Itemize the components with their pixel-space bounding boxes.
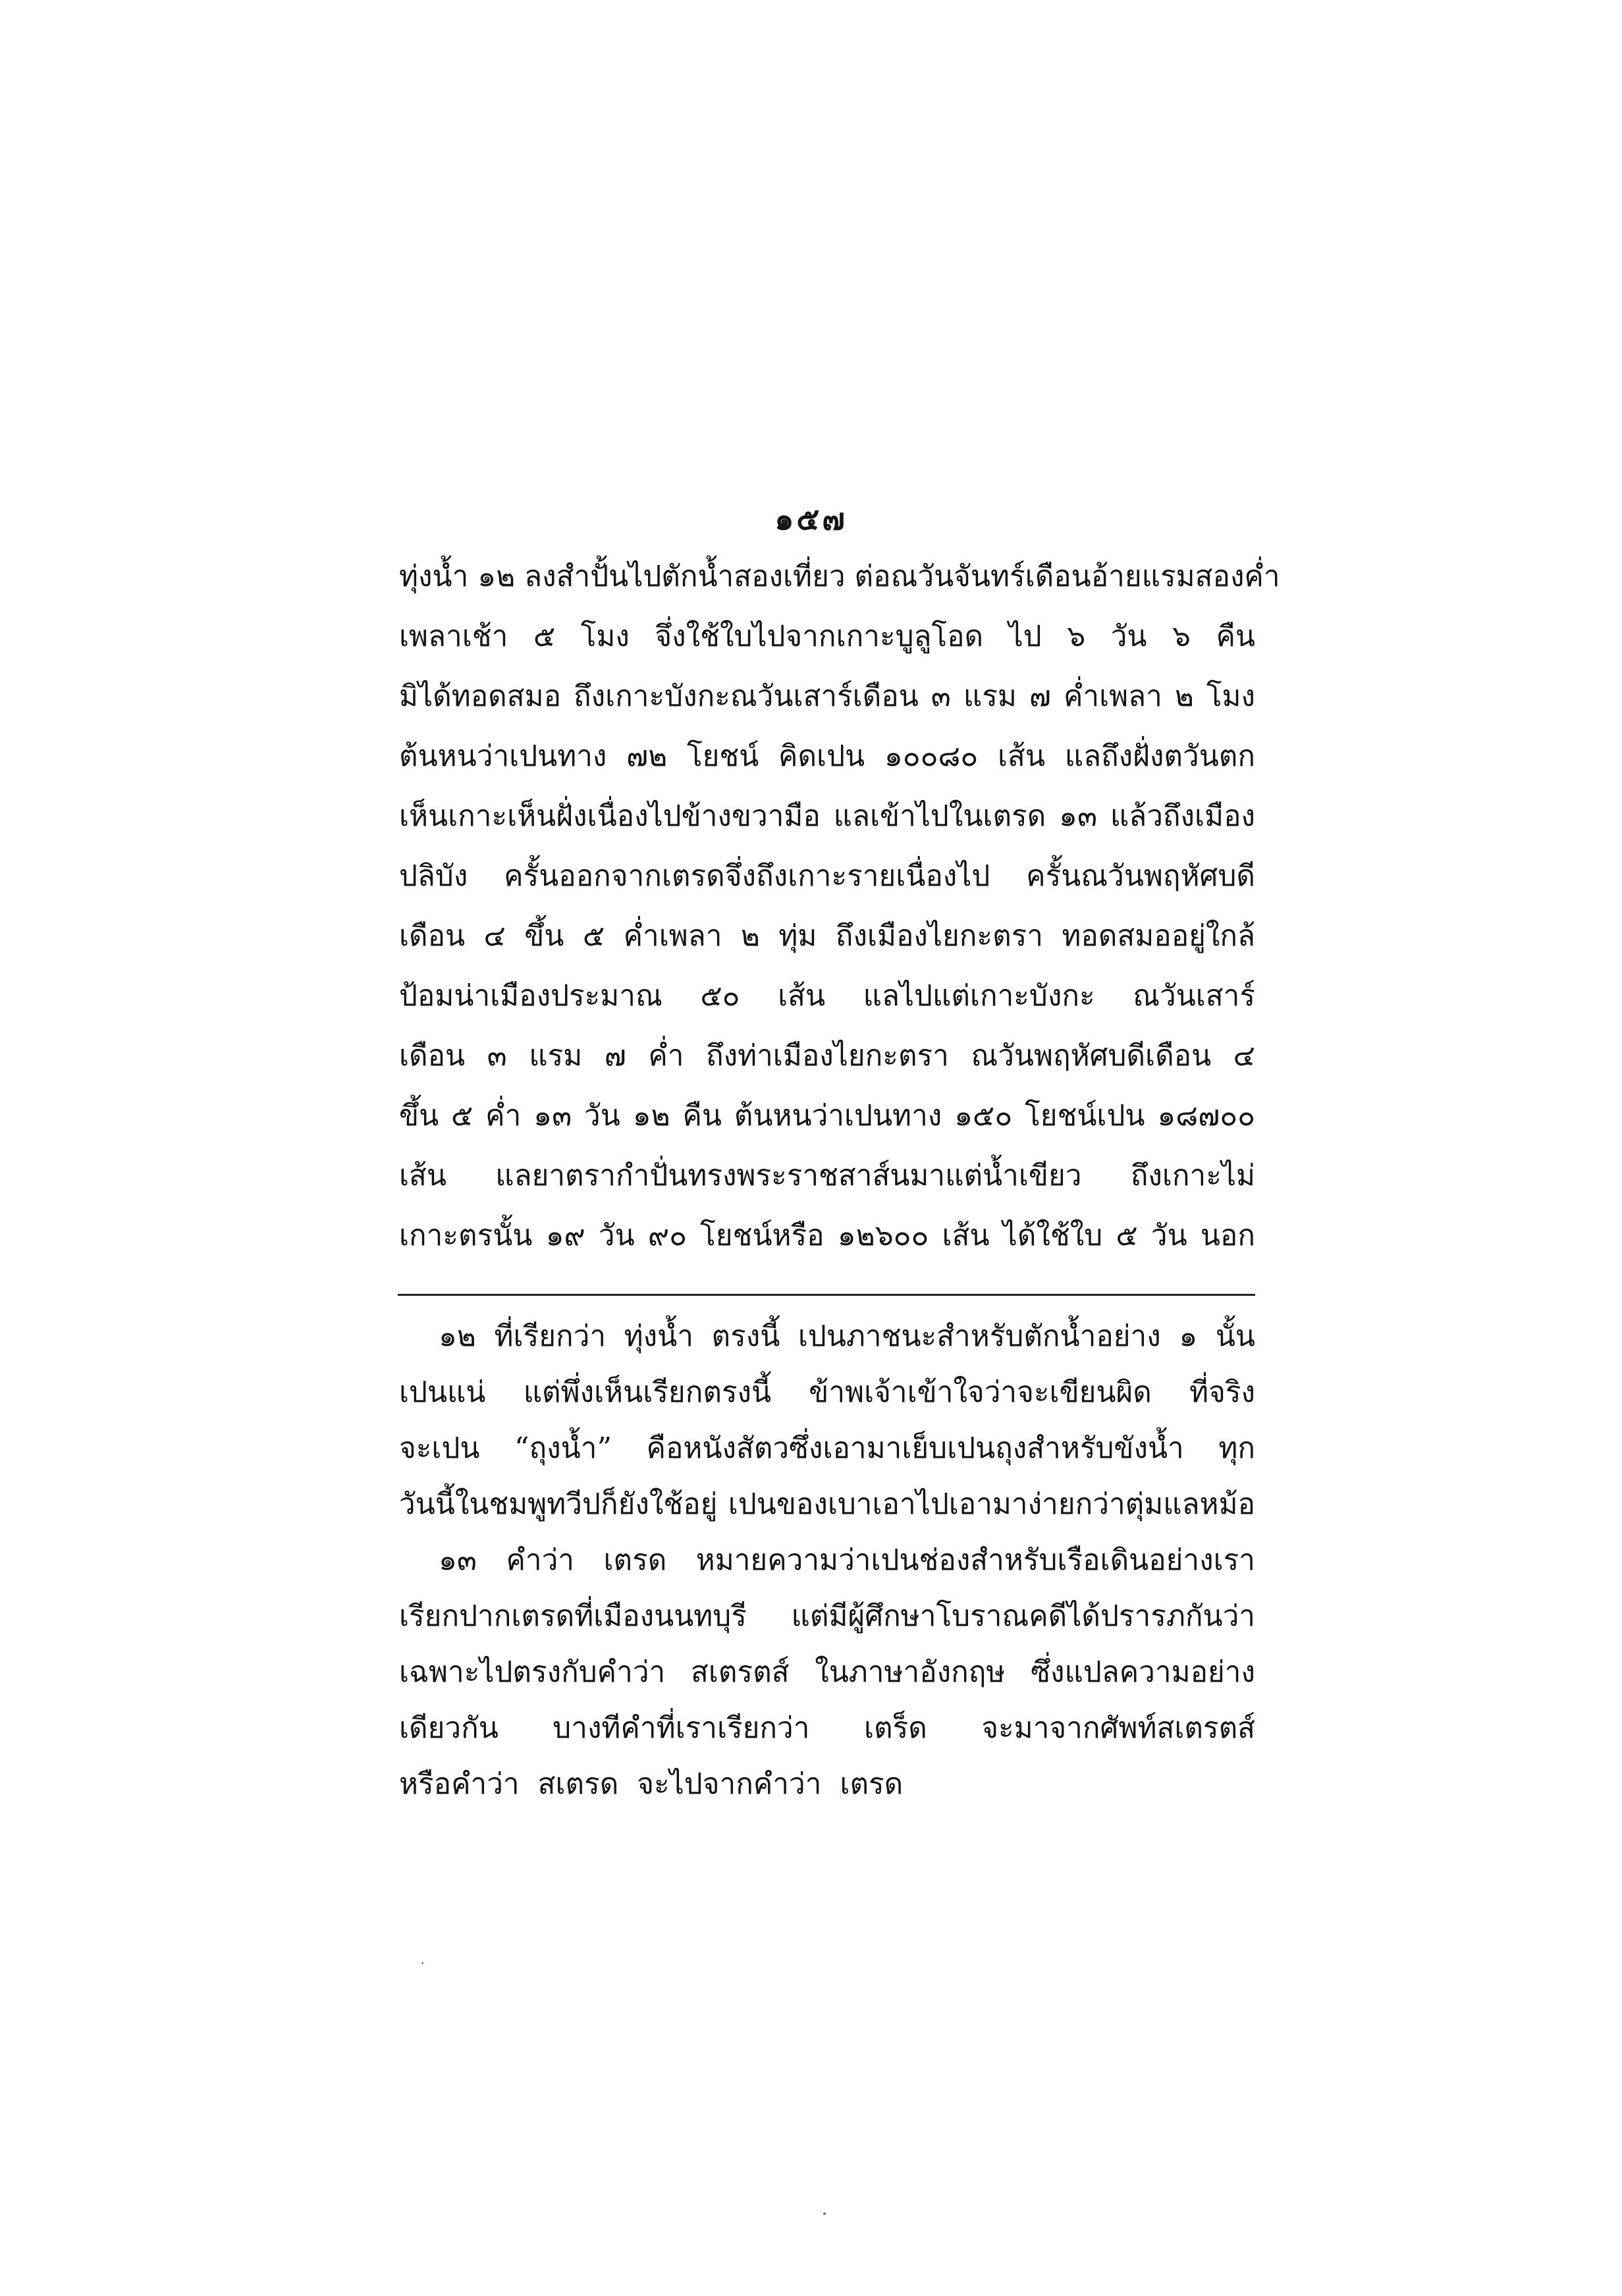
text-line: เส้น แลยาตรากำปั่นทรงพระราชสาส์นมาแต่น้ำเขียว ถึงเกาะไม่ bbox=[399, 1159, 1255, 1192]
text-line: ขึ้น ๕ ค่ำ ๑๓ วัน ๑๒ คืน ต้นหนว่าเปนทาง ๑๕๐ โยชน์เปน ๑๘๗๐๐ bbox=[399, 1099, 1255, 1133]
footnote-line: เปนแน่ แต่พึ่งเห็นเรียกตรงนี้ ข้าพเจ้าเข้าใจว่าจะเขียนผิด ที่จริง bbox=[399, 1375, 1255, 1409]
footnote-line: วันนี้ในชมพูทวีปก็ยังใช้อยู่ เปนของเบาเอาไปเอามาง่ายกว่าตุ่มแลหม้อ bbox=[399, 1487, 1255, 1521]
text-line: เดือน ๔ ขึ้น ๕ ค่ำเพลา ๒ ทุ่ม ถึงเมืองไยกะตรา ทอดสมออยู่ใกล้ bbox=[399, 919, 1255, 953]
text-line: ป้อมน่าเมืองประมาณ ๕๐ เส้น แลไปแต่เกาะบังกะ ณวันเสาร์ bbox=[399, 979, 1255, 1013]
text-line: ทุ่งน้ำ ๑๒ ลงสำปั้นไปตักน้ำสองเที่ยว ต่อณวันจันทร์เดือนอ้ายแรมสองค่ำ bbox=[399, 560, 1280, 593]
footnote-line: หรือคำว่า สเตรด จะไปจากคำว่า เตรด bbox=[399, 1767, 904, 1801]
footnote-12-line: ๑๒ ที่เรียกว่า ทุ่งน้ำ ตรงนี้ เปนภาชนะสำหรับตักน้ำอย่าง ๑ นั้น bbox=[439, 1320, 1255, 1353]
page-number: ๑๕๗ bbox=[774, 501, 848, 537]
text-line: เดือน ๓ แรม ๗ ค่ำ ถึงท่าเมืองไยกะตรา ณวันพฤหัศบดีเดือน ๔ bbox=[399, 1039, 1255, 1073]
text-line: เพลาเช้า ๕ โมง จึ่งใช้ใบไปจากเกาะบูลูโอด ไป ๖ วัน ๖ คืน bbox=[399, 620, 1255, 653]
footnote-line: เรียกปากเตรดที่เมืองนนทบุรี แต่มีผู้ศึกษาโบราณคดีได้ปรารภกันว่า bbox=[399, 1599, 1255, 1633]
footnote-13-line: ๑๓ คำว่า เตรด หมายความว่าเปนช่องสำหรับเรือเดินอย่างเรา bbox=[439, 1543, 1255, 1577]
text-line: เห็นเกาะเห็นฝั่งเนื่องไปข้างขวามือ แลเข้าไปในเตรด ๑๓ แล้วถึงเมือง bbox=[399, 799, 1255, 833]
footnotes bbox=[399, 1308, 1255, 1812]
footnote-line: จะเปน “ถุงน้ำ” คือหนังสัตวซึ่งเอามาเย็บเปนถุงสำหรับขังน้ำ ทุก bbox=[399, 1431, 1255, 1465]
main-text bbox=[399, 547, 1280, 1266]
scan-speck bbox=[421, 1962, 423, 1964]
footnote-divider bbox=[398, 1294, 1255, 1296]
text-line: ปลิบัง ครั้นออกจากเตรดจึ่งถึงเกาะรายเนื่องไป ครั้นณวันพฤหัศบดี bbox=[399, 859, 1255, 893]
footnote-line: เดียวกัน บางทีคำที่เราเรียกว่า เตร็ด จะมาจากศัพท์สเตรตส์ bbox=[399, 1711, 1255, 1745]
text-line: เกาะตรนั้น ๑๙ วัน ๙๐ โยชน์หรือ ๑๒๖๐๐ เส้น ได้ใช้ใบ ๕ วัน นอก bbox=[399, 1219, 1255, 1252]
text-line: มิได้ทอดสมอ ถึงเกาะบังกะณวันเสาร์เดือน ๓ แรม ๗ ค่ำเพลา ๒ โมง bbox=[399, 680, 1255, 713]
footnote-line: เฉพาะไปตรงกับคำว่า สเตรตส์ ในภาษาอังกฤษ ซึ่งแปลความอย่าง bbox=[399, 1655, 1255, 1689]
scan-speck bbox=[823, 2212, 826, 2215]
text-line: ต้นหนว่าเปนทาง ๗๒ โยชน์ คิดเปน ๑๐๐๘๐ เส้น แลถึงฝั่งตวันตก bbox=[399, 739, 1255, 773]
